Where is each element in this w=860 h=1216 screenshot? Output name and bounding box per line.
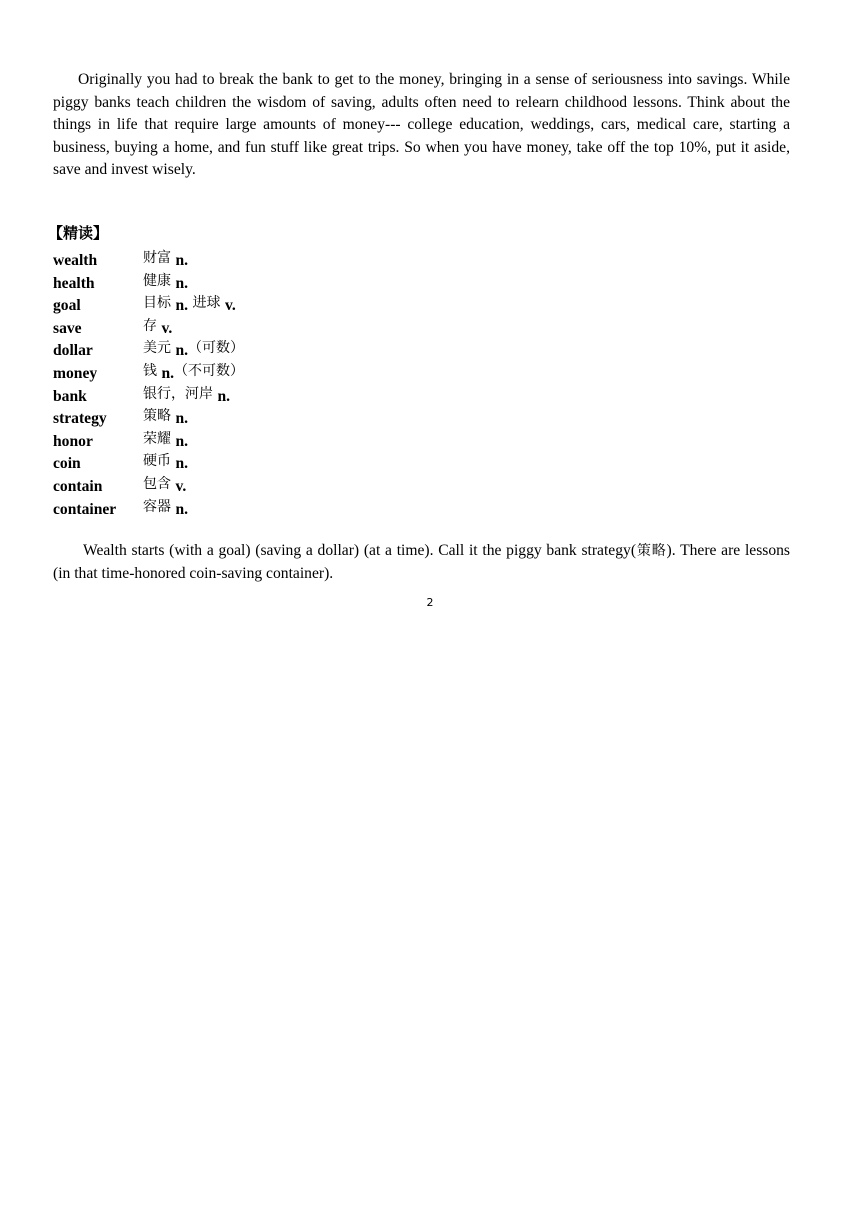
vocab-extra: 进球	[188, 295, 225, 312]
vocab-chinese: 钱	[143, 362, 157, 379]
vocab-chinese: 存	[143, 317, 157, 334]
vocab-part-of-speech: n.	[175, 455, 189, 473]
vocab-chinese: 目标	[143, 295, 171, 312]
vocab-chinese: 财富	[143, 250, 171, 266]
vocabulary-list	[53, 248, 453, 519]
vocab-meaning	[143, 497, 188, 517]
vocab-part-of-speech: n.	[217, 387, 231, 405]
vocab-row	[53, 497, 453, 520]
vocab-extra: （可数）	[188, 340, 245, 357]
vocab-part-of-speech: n.	[175, 500, 189, 518]
vocab-word: money	[53, 364, 98, 382]
vocab-row	[53, 338, 453, 361]
vocab-part-of-speech: n.	[175, 297, 189, 315]
vocab-chinese: 银行，河岸	[143, 385, 213, 402]
vocab-meaning	[143, 338, 244, 358]
vocab-chinese: 容器	[143, 498, 171, 515]
vocab-meaning	[143, 474, 186, 494]
paragraph-wealth	[53, 540, 790, 585]
section-title-intensive-reading: 【精读】	[48, 224, 109, 242]
page-number: 2	[426, 596, 434, 609]
vocab-part-of-speech: n.	[175, 432, 189, 450]
vocab-word: health	[53, 274, 95, 292]
vocab-row	[53, 271, 453, 294]
paragraph-savings: Originally you had to break the bank to get to the money, bringing in a sense of seriousness into savings. While piggy banks teach children the wisdom of saving, adults often need to relearn childhood lessons. Think about the things in life that require large amounts of money--- college education, weddings, cars, medical care, starting a business, buying a home, and fun stuff like great trips. So when you have money, take off the top 10%, put it aside, save and invest wisely.	[53, 71, 790, 179]
vocab-chinese: 策略	[143, 408, 171, 425]
vocab-chinese: 包含	[143, 475, 171, 492]
vocab-meaning	[143, 248, 188, 268]
vocab-word: goal	[53, 297, 81, 315]
vocab-word: honor	[53, 432, 93, 450]
vocab-meaning	[143, 293, 236, 313]
vocab-word: coin	[53, 455, 81, 473]
vocab-meaning	[143, 361, 244, 381]
vocab-word: dollar	[53, 342, 93, 360]
vocab-chinese: 美元	[143, 340, 171, 357]
vocab-word: strategy	[53, 410, 107, 428]
vocab-word: bank	[53, 387, 87, 405]
vocab-row	[53, 361, 453, 384]
vocab-meaning	[143, 406, 188, 426]
vocab-part-of-speech: v.	[161, 319, 173, 337]
vocab-part-of-speech: n.	[175, 252, 189, 269]
vocab-part-of-speech: n.	[175, 410, 189, 428]
vocab-chinese: 健康	[143, 272, 171, 289]
vocab-word: contain	[53, 477, 103, 495]
paragraph-wealth-before: Wealth starts (with a goal) (saving a dollar) (at a time). Call it the piggy bank strategy(	[83, 542, 637, 559]
vocab-word: wealth	[53, 252, 98, 269]
vocab-chinese: 荣耀	[143, 430, 171, 447]
vocab-part-of-speech: v.	[175, 477, 187, 495]
paragraph-wealth-chinese: 策略	[636, 543, 667, 559]
vocab-meaning	[143, 316, 172, 336]
vocab-part-of-speech: n.	[161, 364, 175, 382]
vocab-row	[53, 406, 453, 429]
vocab-row	[53, 248, 453, 271]
vocab-meaning	[143, 271, 188, 291]
vocab-meaning	[143, 429, 188, 449]
paragraph-wealth-after: ). There are lessons (in that time-honored coin-saving container).	[53, 542, 790, 582]
vocab-row	[53, 316, 453, 339]
vocab-extra: （不可数）	[174, 362, 245, 379]
vocab-meaning	[143, 451, 188, 471]
vocab-part-of-speech: n.	[175, 342, 189, 360]
vocab-meaning	[143, 384, 230, 404]
vocab-row	[53, 384, 453, 407]
vocab-row	[53, 429, 453, 452]
vocab-word: container	[53, 500, 117, 518]
vocab-row	[53, 293, 453, 316]
vocab-part-of-speech: n.	[175, 274, 189, 292]
vocab-chinese: 硬币	[143, 453, 171, 470]
vocab-word: save	[53, 319, 82, 337]
vocab-row	[53, 474, 453, 497]
vocab-row	[53, 451, 453, 474]
vocab-extra-part-of-speech: v.	[224, 297, 236, 315]
